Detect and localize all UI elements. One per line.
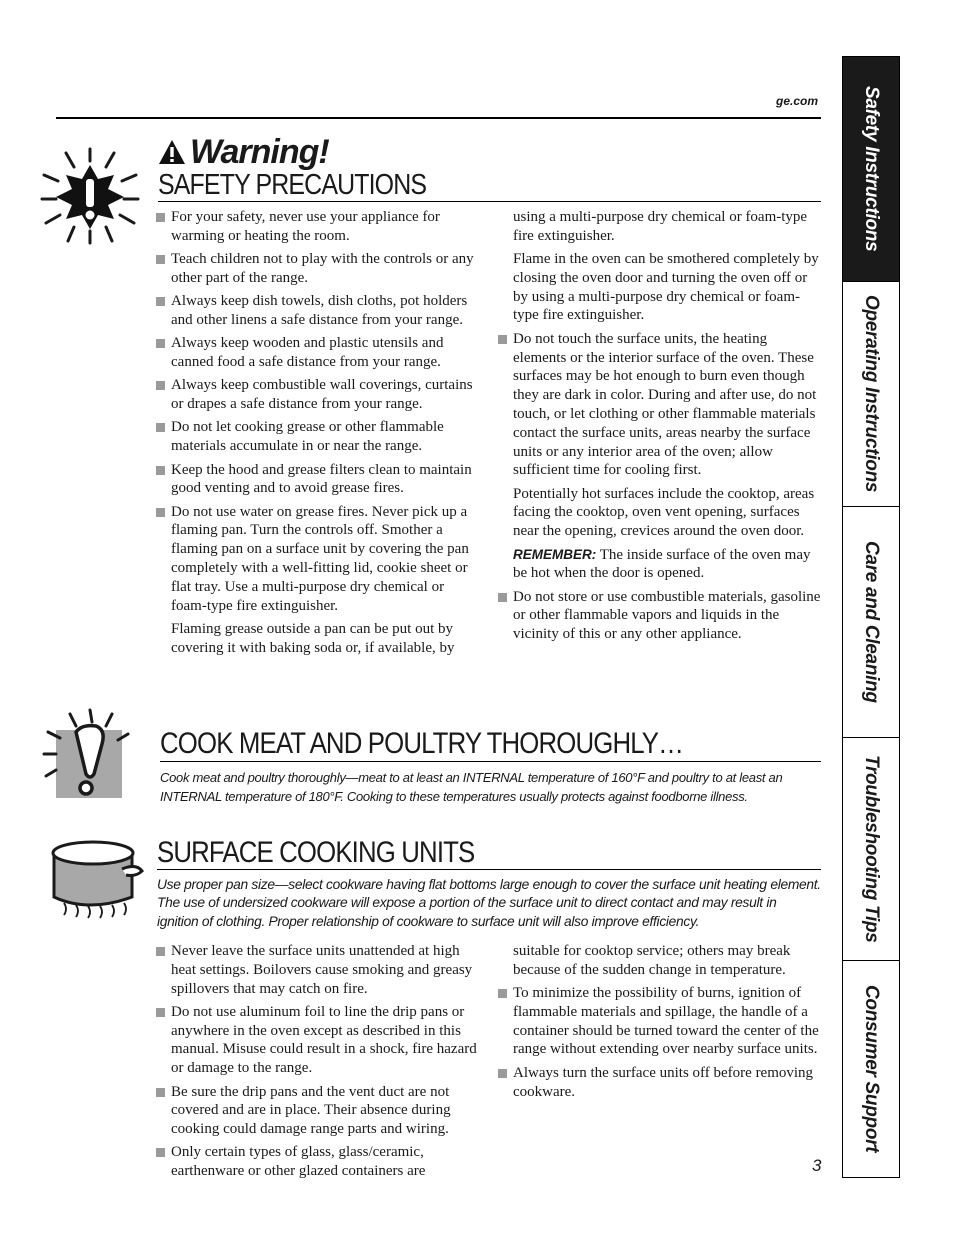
list-item: Do not store or use combustible materials, gasoline or other flammable vapors and liquids in the vicinity of this or any other appliance. bbox=[497, 588, 823, 644]
list-item: Never leave the surface units unattended at high heat settings. Boilovers cause smoking and greasy spillovers that may catch on fire. bbox=[155, 942, 480, 998]
warning-triangle-icon bbox=[158, 138, 186, 166]
surface-cooking-title: SURFACE COOKING UNITS bbox=[157, 836, 475, 869]
cook-meat-title: COOK MEAT AND POULTRY THOROUGHLY… bbox=[160, 727, 684, 760]
top-divider bbox=[56, 117, 821, 119]
tab-consumer-support[interactable] bbox=[843, 961, 899, 1177]
safety-precautions-title: SAFETY PRECAUTIONS bbox=[158, 169, 427, 201]
warning-burst-icon bbox=[38, 145, 142, 245]
page-number: 3 bbox=[812, 1156, 822, 1175]
list-item: Always keep combustible wall coverings, curtains or drapes a safe distance from your range. bbox=[155, 376, 480, 414]
surface-left-column bbox=[155, 942, 480, 1186]
site-url: ge.com bbox=[776, 94, 819, 108]
warning-right-column bbox=[497, 208, 823, 649]
list-item: Do not touch the surface units, the heating elements or the interior surface of the oven. These surfaces may be hot enough to burn even though they are dark in color. During and after use, do not touch, or let clothing or other flammable materials contact the surface units, areas nearby the surface units or any interior area of the oven; allow sufficient time for cooling first. bbox=[497, 330, 823, 480]
cooking-pot-icon bbox=[44, 835, 144, 923]
tab-label: Safety Instructions bbox=[861, 86, 882, 252]
remember-note bbox=[497, 546, 823, 584]
exclamation-caution-icon bbox=[40, 708, 132, 802]
safety-rule bbox=[158, 201, 821, 202]
list-item: suitable for cooktop service; others may break because of the sudden change in temperature. bbox=[513, 943, 791, 978]
surface-rule bbox=[157, 869, 821, 870]
list-item: Do not use aluminum foil to line the drip pans or anywhere in the oven except as described in this manual. Misuse could result in a shock, fire hazard or damage to the range. bbox=[155, 1003, 480, 1078]
list-item: For your safety, never use your appliance for warming or heating the room. bbox=[155, 208, 480, 246]
remember-text: The inside surface of the oven may be hot when the door is opened. bbox=[513, 546, 811, 582]
list-item: Always keep wooden and plastic utensils and canned food a safe distance from your range. bbox=[155, 334, 480, 372]
tab-label: Care and Cleaning bbox=[861, 541, 882, 703]
surface-intro-text: Use proper pan size—select cookware having flat bottoms large enough to cover the surface unit heating element. The use of undersized cookware will expose a portion of the surface unit to direct contact and may result in ignition of clothing. Proper relationship of cookware to surface unit will also improve efficiency. bbox=[157, 877, 821, 929]
list-item: Potentially hot surfaces include the cooktop, areas facing the cooktop, oven vent opening, surfaces near the opening, crevices around the oven door. bbox=[513, 485, 815, 540]
tab-label: Operating Instructions bbox=[861, 295, 882, 493]
list-item: To minimize the possibility of burns, ignition of flammable materials and spillage, the handle of a container should be turned toward the center of the range without extending over nearby surface units. bbox=[497, 984, 823, 1059]
section-tabs bbox=[842, 56, 900, 1178]
list-item: Do not let cooking grease or other flammable materials accumulate in or near the range. bbox=[155, 418, 480, 456]
cook-rule bbox=[160, 761, 821, 762]
surface-right-column bbox=[497, 942, 823, 1106]
list-item: Be sure the drip pans and the vent duct are not covered and are in place. Their absence during cooking could damage range parts and wiring. bbox=[155, 1083, 480, 1139]
tab-troubleshooting-tips[interactable] bbox=[843, 738, 899, 961]
tab-safety-instructions[interactable] bbox=[843, 57, 899, 282]
warning-heading bbox=[158, 132, 329, 172]
list-item: Flame in the oven can be smothered completely by closing the oven door and turning the oven off or by using a multi-purpose dry chemical or foam-type fire extinguisher. bbox=[513, 251, 819, 324]
list-item: Only certain types of glass, glass/ceramic, earthenware or other glazed containers are bbox=[155, 1143, 480, 1181]
list-item: Do not use water on grease fires. Never pick up a flaming pan. Turn the controls off. Smother a flaming pan on a surface unit by covering the pan completely with a well-fitting lid, cookie sheet or flat tray. Use a multi-purpose dry chemical or foam-type fire extinguisher. bbox=[155, 503, 480, 616]
cook-meat-text: Cook meat and poultry thoroughly—meat to at least an INTERNAL temperature of 160°F and poultry to at least an INTERNAL temperature of 180°F. Cooking to these temperatures usually protects against foodborne illness. bbox=[160, 770, 783, 804]
remember-label: REMEMBER: bbox=[513, 546, 597, 562]
tab-label: Consumer Support bbox=[861, 985, 882, 1153]
tab-operating-instructions[interactable] bbox=[843, 282, 899, 507]
tab-care-and-cleaning[interactable] bbox=[843, 507, 899, 738]
list-item: using a multi-purpose dry chemical or foam-type fire extinguisher. bbox=[513, 209, 808, 244]
list-item: Always turn the surface units off before removing cookware. bbox=[497, 1064, 823, 1102]
list-item: Teach children not to play with the controls or any other part of the range. bbox=[155, 250, 480, 288]
list-item: Flaming grease outside a pan can be put out by covering it with baking soda or, if available, by bbox=[171, 620, 455, 656]
tab-label: Troubleshooting Tips bbox=[861, 755, 882, 943]
list-item: Keep the hood and grease filters clean to maintain good venting and to avoid grease fires. bbox=[155, 461, 480, 499]
list-item: Always keep dish towels, dish cloths, pot holders and other linens a safe distance from your range. bbox=[155, 292, 480, 330]
warning-title: Warning! bbox=[190, 133, 329, 171]
warning-left-column bbox=[155, 208, 480, 662]
